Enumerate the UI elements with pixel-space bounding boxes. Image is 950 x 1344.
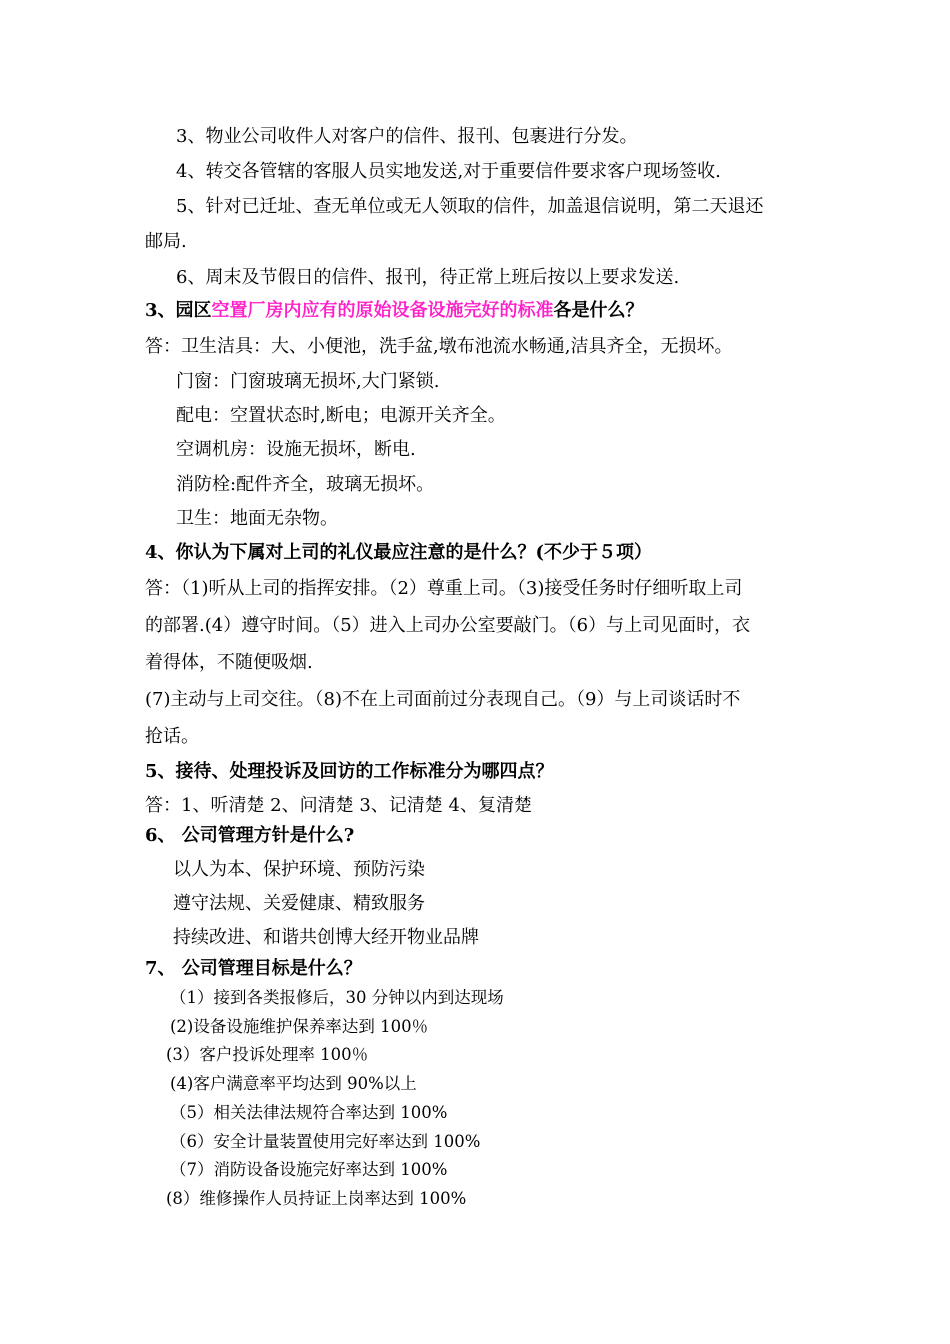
answer-line: 答：（1)听从上司的指挥安排。（2）尊重上司。（3)接受任务时仔细听取上司 xyxy=(145,578,743,599)
answer-line: (4)客户满意率平均达到 90%以上 xyxy=(170,1074,417,1093)
answer-line: 以人为本、保护环境、预防污染 xyxy=(173,859,425,880)
answer-line: 门窗：门窗玻璃无损坏,大门紧锁. xyxy=(176,371,440,392)
answer-line: (8）维修操作人员持证上岗率达到 100% xyxy=(166,1189,467,1208)
answer-line: (2)设备设施维护保养率达到 100％ xyxy=(170,1017,429,1036)
answer-line: 着得体，不随便吸烟. xyxy=(145,652,313,673)
answer-line: 消防栓:配件齐全，玻璃无损坏。 xyxy=(176,474,435,495)
question-4-heading: 4、你认为下属对上司的礼仪最应注意的是什么？(不少于５项） xyxy=(145,542,653,563)
question-3-prefix: 3、园区 xyxy=(145,300,212,321)
text-line: 3、物业公司收件人对客户的信件、报刊、包裹进行分发。 xyxy=(176,126,638,147)
answer-line: 遵守法规、关爱健康、精致服务 xyxy=(173,893,425,914)
question-3-highlight: 空置厂房内应有的原始设备设施完好的标准 xyxy=(211,300,554,321)
text-line: 5、针对已迁址、查无单位或无人领取的信件，加盖退信说明，第二天退还 xyxy=(176,196,764,217)
answer-line: 持续改进、和谐共创博大经开物业品牌 xyxy=(173,927,479,948)
question-6-heading: 6、 公司管理方针是什么? xyxy=(145,825,355,846)
text-line: 4、转交各管辖的客服人员实地发送,对于重要信件要求客户现场签收. xyxy=(176,161,721,182)
answer-line: （6）安全计量装置使用完好率达到 100% xyxy=(170,1132,481,1151)
answer-line: 抢话。 xyxy=(145,726,199,747)
answer-line: 的部署.(4）遵守时间。（5）进入上司办公室要敲门。（6）与上司见面时，衣 xyxy=(145,615,751,636)
answer-line: (7)主动与上司交往。（8)不在上司面前过分表现自己。（9）与上司谈话时不 xyxy=(145,689,741,710)
answer-line: 配电：空置状态时,断电；电源开关齐全。 xyxy=(176,405,506,426)
answer-line: 答：卫生洁具：大、小便池，洗手盆,墩布池流水畅通,洁具齐全，无损坏。 xyxy=(145,336,733,357)
question-5-heading: 5、接待、处理投诉及回访的工作标准分为哪四点？ xyxy=(145,761,554,782)
answer-line: （5）相关法律法规符合率达到 100% xyxy=(170,1103,448,1122)
answer-line: 卫生：地面无杂物。 xyxy=(176,508,338,529)
answer-line: （1）接到各类报修后，30 分钟以内到达现场 xyxy=(170,988,504,1007)
question-3-suffix: 各是什么？ xyxy=(553,300,644,321)
text-line: 6、周末及节假日的信件、报刊，待正常上班后按以上要求发送. xyxy=(176,267,680,288)
question-3-heading xyxy=(145,302,644,320)
answer-line: 空调机房：设施无损坏，断电. xyxy=(176,439,416,460)
question-7-heading: 7、 公司管理目标是什么？ xyxy=(145,958,362,979)
answer-line: (3）客户投诉处理率 100％ xyxy=(166,1045,369,1064)
text-line: 邮局. xyxy=(145,231,187,252)
answer-line: （7）消防设备设施完好率达到 100% xyxy=(170,1160,448,1179)
answer-line: 答：1、听清楚 2、问清楚 3、记清楚 4、复清楚 xyxy=(145,795,532,816)
